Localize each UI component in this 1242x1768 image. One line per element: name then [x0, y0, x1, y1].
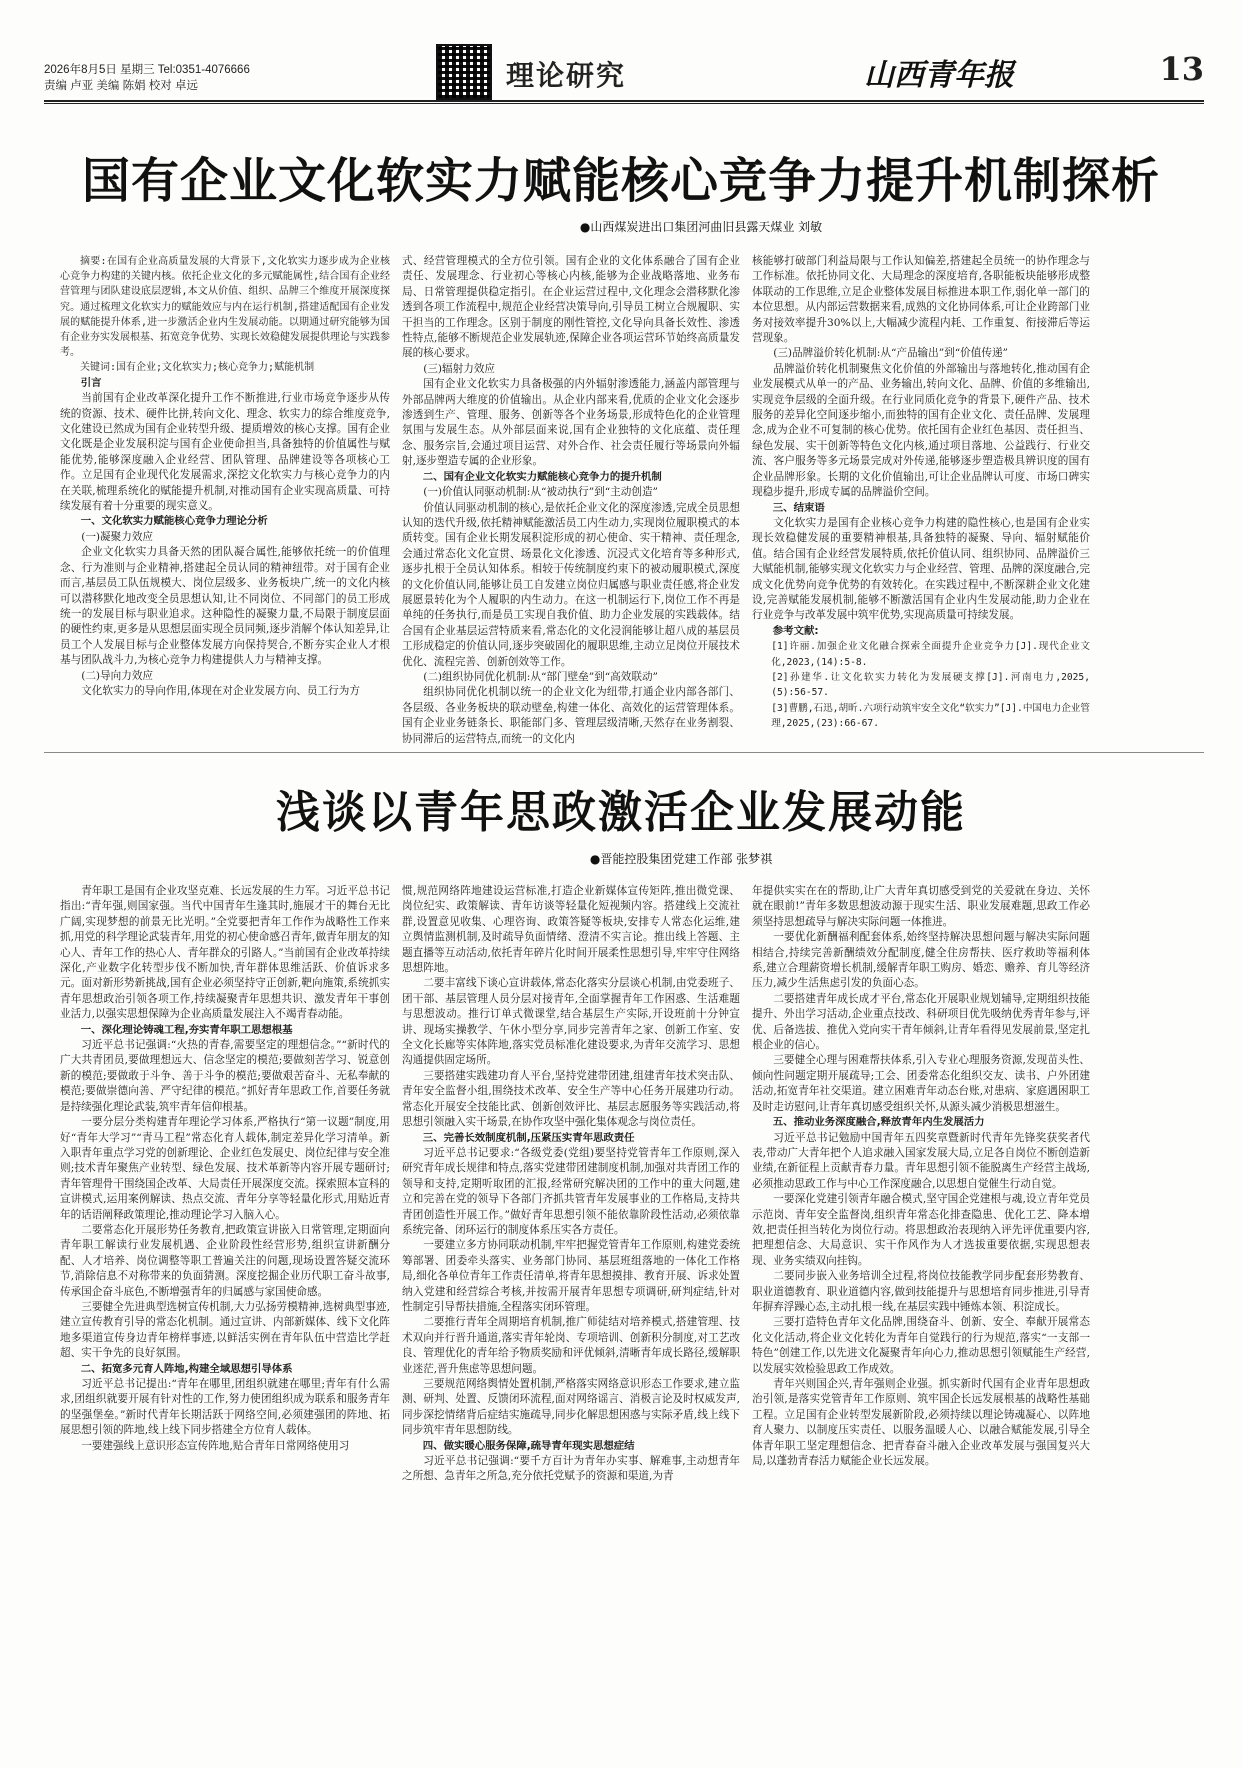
article2-col3-paragraph: 二要同步嵌入业务培训全过程,将岗位技能教学同步配套形势教育、职业道德教育、职业道德内容,做到技能提升与思想培育同步推进,引导青年摒弃浮躁心态,主动扎根一线,在基层实践中锤炼本领、积淀成长。 — [752, 1270, 1090, 1313]
article1-col3-reference: [3]曹鹏,石迅,胡昕.六项行动筑牢安全文化“软实力”[J].中国电力企业管理,2025,(23):66-67. — [771, 702, 1090, 730]
article1-column-3 — [752, 254, 1090, 748]
article2-column-3 — [752, 884, 1090, 1750]
article1-byline: ●山西煤炭进出口集团河曲旧县露天煤业 刘敏 — [579, 220, 823, 234]
article2-col2-paragraph: 习近平总书记要求:“各级党委(党组)要坚持党管青年工作原则,深入研究青年成长规律和特点,落实党建带团建制度机制,加强对共青团工作的领导和支持,定期听取团的汇报,经常研究解决团的工作中的重大问题,建立和完善在党的领导下各部门齐抓共管青年发展事业的工作格局,支持共青团创造性开展工作。”做好青年思想引领不能依靠阶段性活动,必须依靠系统完备、闭环运行的制度体系压实各方责任。 — [402, 1146, 740, 1236]
article1-col2-subheading: (一)价值认同驱动机制:从“被动执行”到“主动创造” — [423, 486, 658, 499]
article1-column-2 — [402, 254, 740, 748]
article2-col3-paragraph: 三要打造特色青年文化品牌,围绕奋斗、创新、安全、奉献开展常态化文化活动,将企业文化转化为青年自觉践行的行为规范,落实“一支部一特色”创建工作,以先进文化凝聚青年向心力,推动思想引领赋能生产经营,以发展实效检验思政工作成效。 — [752, 1316, 1090, 1375]
qr-code-icon — [436, 44, 492, 100]
article2-col1-paragraph: 青年职工是国有企业攻坚克难、长远发展的生力军。习近平总书记指出:“青年强,则国家强。当代中国青年生逢其时,施展才干的舞台无比广阔,实现梦想的前景无比光明。”全党要把青年工作作为战略性工作来抓,用党的科学理论武装青年,用党的初心使命感召青年,做青年朋友的知心人、青年工作的热心人、青年群众的引路人。”当前国有企业改革持续深化,产业数字化转型步伐不断加快,青年群体思维活跃、价值诉求多元。面对新形势新挑战,国有企业必须坚持守正创新,靶向施策,系统抓实青年思想政治引领各项工作,持续凝聚青年思想共识、激发青年干事创业活力,以强实思想保障为企业高质量发展注入不竭青春动能。 — [60, 885, 390, 1021]
article1-col2-paragraph: 组织协同优化机制以统一的企业文化为纽带,打通企业内部各部门、各层级、各业务板块的联动壁垒,构建一体化、高效化的运营管理体系。国有企业业务链条长、职能部门多、管理层级清晰,天然存在业务割裂、协同滞后的运营特点,而统一的文化内 — [402, 686, 740, 745]
article2-col1-paragraph: 一要分层分类构建青年理论学习体系,严格执行“第一议题”制度,用好“青年大学习”“青马工程”常态化育人载体,制定差异化学习清单。新入职青年重点学习党的创新理论、企业红色发展史、岗位纪律与安全准则;技术青年聚焦产业转型、绿色发展、技术革新等内容开展专题研讨;青年管理骨干围绕国企改革、大局责任开展深度交流。探索照本宣科的宣讲模式,运用案例解读、热点交流、青年分享等轻量化形式,用贴近青年的话语阐释政策理论,推动理论学习入脑入心。 — [60, 1116, 390, 1221]
article1-col2-paragraph-continued: 式、经营管理模式的全方位引领。国有企业的文化体系融合了国有企业责任、发展理念、行业初心等核心内核,能够为企业战略落地、业务布局、日常管理提供稳定指引。在企业运营过程中,文化理念会潜移默化渗透到各项工作流程中,规范企业经营决策导向,引导员工树立合规履职、实干担当的工作理念。区别于制度的刚性管控,文化导向具备长效性、渗透性特点,能够不断规范企业发展轨迹,保障企业各项运营环节始终高质量发展的核心要求。 — [402, 255, 740, 360]
article2-col2-section-heading: 三、完善长效制度机制,压紧压实青年思政责任 — [422, 1131, 635, 1144]
article2-col2-paragraph-continued: 惯,规范网络阵地建设运营标准,打造企业新媒体宣传矩阵,推出微党课、岗位纪实、政策解读、青年访谈等轻量化短视频内容。搭建线上交流社群,设置意见收集、心理咨询、政策答疑等板块,安排专人常态化运维,建立舆情监测机制,及时疏导负面情绪、澄清不实言论。推出线上答题、主题直播等互动活动,依托青年碎片化时间开展柔性思想引导,牢牢守住网络思想阵地。 — [402, 885, 740, 975]
article2-col1-paragraph: 三要健全先进典型选树宣传机制,大力弘扬劳模精神,选树典型事迹,建立宣传教育引导的常态化机制。通过宣讲、内部新媒体、线下文化阵地多渠道宣传身边青年榜样事迹,以鲜活实例在青年队伍中营造比学赶超、实干争先的良好氛围。 — [60, 1300, 390, 1360]
article1-col1-keywords: 关键词:国有企业;文化软实力;核心竞争力;赋能机制 — [80, 362, 315, 374]
article2-col3-paragraph: 习近平总书记勉励中国青年五四奖章暨新时代青年先锋奖获奖者代表,带动广大青年把个人追求融入国家发展大局,立足各自岗位不断创造新业绩,在新征程上贡献青春力量。青年思想引领不能脱离生产经营主战场,必须推动思政工作与中心工作深度融合,以思想自觉催生行动自觉。 — [752, 1131, 1090, 1190]
article2-col1-paragraph: 习近平总书记强调:“火热的青春,需要坚定的理想信念。”“新时代的广大共青团员,要做理想远大、信念坚定的模范;要做刻苦学习、锐意创新的模范;要做敢于斗争、善于斗争的模范;要做艰苦奋斗、无私奉献的模范;要做崇德向善、严守纪律的模范。”抓好青年思政工作,首要任务就是持续强化理论武装,筑牢青年信仰根基。 — [60, 1039, 390, 1113]
article2-col1-section-heading: 一、深化理论铸魂工程,夯实青年职工思想根基 — [80, 1023, 293, 1036]
article2-col1-paragraph: 二要常态化开展形势任务教育,把政策宣讲嵌入日常管理,定期面向青年职工解读行业发展机遇、企业阶段性经营形势,组织宣讲新酬分配、人才培养、岗位调整等职工普遍关注的问题,现场设置答疑交流环节,消除信息不对称带来的负面猜测。深度挖掘企业历代职工奋斗故事,传承国企奋斗底色,不断增强青年的归属感与家国使命感。 — [60, 1223, 390, 1298]
article2-col2-paragraph: 习近平总书记强调:“要千方百计为青年办实事、解难事,主动想青年之所想、急青年之所急,充分依托党赋予的资源和渠道,为青 — [402, 1455, 740, 1483]
masthead — [44, 0, 1204, 112]
article2-col1-paragraph: 一要建强线上意识形态宣传阵地,贴合青年日常网络使用习 — [81, 1439, 350, 1452]
article2-col3-paragraph: 一要优化新酬福利配套体系,始终坚持解决思想问题与解决实际问题相结合,持续完善新酬绩效分配制度,健全住房帮扶、医疗救助等福利体系,建立合理薪资增长机制,缓解青年职工购房、婚恋、赡养、育儿等经济压力,减少生活焦虑引发的负面心态。 — [752, 931, 1090, 990]
article1-col1-subheading: (一)凝聚力效应 — [81, 530, 154, 543]
article1-col3-section-heading: 参考文献: — [772, 624, 819, 637]
staff-line: 责编 卢亚 美编 陈娟 校对 卓远 — [44, 80, 198, 92]
article1-col1-section-heading: 一、文化软实力赋能核心竞争力理论分析 — [80, 515, 268, 528]
article2-column-1 — [60, 884, 390, 1750]
article1-title: 国有企业文化软实力赋能核心竞争力提升机制探析 — [81, 153, 1160, 209]
article2-col2-paragraph: 二要丰富线下谈心宣讲载体,常态化落实分层谈心机制,由党委班子、团干部、基层管理人员分层对接青年,全面掌握青年工作困惑、生活难题与思想波动。推行订单式微课堂,结合基层生产实际,开设班前十分钟宣讲、现场实操教学、午休小型分享,同步完善青年之家、创新工作室、安全文化长廊等实体阵地,落实党员标准化建设要求,为青年交流学习、思想沟通提供固定场所。 — [402, 977, 740, 1067]
article1-col1-section-heading: 引言 — [80, 376, 102, 389]
article1-col3-subheading: (三)品牌溢价转化机制:从“产品输出”到“价值传递” — [773, 347, 1008, 360]
article1-col3-reference: [1]许丽.加强企业文化融合探索全面提升企业竞争力[J].现代企业文化,2023,(14):5-8. — [771, 641, 1090, 668]
article2-col3-paragraph: 二要搭建青年成长成才平台,常态化开展职业规划辅导,定期组织技能提升、外出学习活动,企业重点技改、科研项目优先吸纳优秀青年参与,评优、后备选拔、推优入党向实干青年倾斜,让青年看得见发展前景,坚定扎根企业的信心。 — [752, 992, 1090, 1052]
article1-column-1 — [60, 254, 390, 748]
article2-title: 浅谈以青年思政激活企业发展动能 — [276, 787, 966, 838]
article2-column-2 — [402, 884, 740, 1750]
article2-col2-paragraph: 一要建立多方协同联动机制,牢牢把握党管青年工作原则,构建党委统筹部署、团委牵头落实、业务部门协同、基层班组落地的一体化工作格局,细化各单位青年工作责任清单,将青年思想摸排、教育开展、诉求处置纳入党建和经营综合考核,并按需开展青年思想专项调研,研判症结,针对性制定引导帮扶措施,全程落实闭环管理。 — [402, 1239, 740, 1313]
article2-col2-section-heading: 四、做实暖心服务保障,疏导青年现实思想症结 — [422, 1439, 635, 1452]
article1-col1-subheading: (二)导向力效应 — [81, 669, 154, 682]
article2-col2-paragraph: 二要推行青年全周期培育机制,推广师徒结对培养模式,搭建管理、技术双向并行晋升通道,落实青年轮岗、专项培训、创新积分制度,对工艺改良、管理优化的青年给予物质奖励和评优倾斜,清晰青年成长路径,缓解职业迷茫,晋升焦虑等思想问题。 — [402, 1316, 740, 1375]
article1-col3-paragraph: 品牌溢价转化机制聚焦文化价值的外部输出与落地转化,推动国有企业发展模式从单一的产品、业务输出,转向文化、品牌、价值的多维输出,实现竞争层级的全面升级。在行业同质化竞争的背景下,硬件产品、技术服务的差异化空间逐步缩小,而独特的国有企业文化、责任品牌、发展理念,成为企业不可复制的核心优势。依托国有企业红色基因、责任担当、绿色发展、实干创新等特色文化内核,通过项目落地、公益践行、行业交流、客户服务等多元场景完成对外传递,能够逐步塑造极具辨识度的国有企业品牌形象。长期的文化价值输出,可让企业品牌认可度、市场口碑实现稳步提升,形成专属的品牌溢价空间。 — [752, 362, 1090, 499]
article2-col3-paragraph: 一要深化党建引领青年融合模式,坚守国企党建根与魂,设立青年党员示范岗、青年安全监督岗,组织青年常态化排查隐患、优化工艺、降本增效,把责任担当转化为岗位行动。将思想政治表现纳入评先评优重要内容,把理想信念、大局意识、实干作风作为人才选拔重要依据,实现思想表现、业务实绩双向挂钩。 — [752, 1193, 1090, 1267]
article1-col3-section-heading: 三、结束语 — [772, 501, 825, 514]
article2-col2-paragraph: 三要规范网络舆情处置机制,严格落实网络意识形态工作要求,建立监测、研判、处置、反馈闭环流程,面对网络谣言、消极言论及时权威发声,同步深挖情绪背后症结实施疏导,同步化解思想困惑与实际矛盾,线上线下同步筑牢青年思想防线。 — [402, 1378, 740, 1437]
article2-byline: ●晋能控股集团党建工作部 张梦祺 — [589, 852, 773, 866]
article1-col1-abstract: 摘要:在国有企业高质量发展的大背景下,文化软实力逐步成为企业核心竞争力构建的关键内核。依托企业文化的多元赋能属性,结合国有企业经营管理与团队建设底层逻辑,本文从价值、组织、品牌三个维度开展深度探究。通过梳理文化软实力的赋能效应与内在运行机制,搭建适配国有企业发展的赋能提升体系,进一步激活企业内生发展动能。以期通过研究能够为国有企业夯实发展根基、拓宽竞争优势、实现长效稳健发展提供理论与实践参考。 — [60, 256, 390, 359]
date-line: 2026年8月5日 星期三 Tel:0351-4076666 — [44, 64, 250, 76]
article1-col2-paragraph: 国有企业文化软实力具备极强的内外辐射渗透能力,涵盖内部管理与外部品牌两大维度的价值输出。从企业内部来看,优质的企业文化会逐步渗透到生产、管理、服务、创新等各个业务场景,形成特色化的企业管理氛围与发展生态。从外部层面来说,国有企业独特的文化底蕴、责任理念、服务宗旨,会通过项目运营、对外合作、社会责任履行等场景向外辐射,逐步塑造专属的企业形象。 — [402, 378, 740, 468]
article1-col2-subheading: (三)辐射力效应 — [423, 362, 496, 375]
masthead-rule — [44, 100, 1204, 102]
article1-col3-paragraph: 文化软实力是国有企业核心竞争力构建的隐性核心,也是国有企业实现长效稳健发展的重要精神根基,具备独特的凝聚、导向、辐射赋能价值。结合国有企业经营发展特质,依托价值认同、组织协同、品牌溢价三大赋能机制,能够实现文化软实力与企业经营、管理、品牌的深度融合,完成文化优势向竞争优势的有效转化。在实践过程中,不断深耕企业文化建设,完善赋能发展机制,能够不断激活国有企业内生发展动能,助力企业在行业竞争与改革发展中筑牢优势,实现高质量可持续发展。 — [752, 516, 1090, 622]
article1-col2-section-heading: 二、国有企业文化软实力赋能核心竞争力的提升机制 — [422, 470, 662, 483]
paper-logo: 山西青年报 — [864, 58, 1014, 93]
article2-col1-paragraph: 习近平总书记提出:“青年在哪里,团组织就建在哪里;青年有什么需求,团组织就要开展有针对性的工作,努力使团组织成为联系和服务青年的坚强堡垒。”新时代青年长期活跃于网络空间,必须建强团的阵地、拓展思想引领的阵地,线上线下同步搭建全方位育人载体。 — [60, 1378, 390, 1437]
article1-col3-paragraph-continued: 核能够打破部门利益局限与工作认知偏差,搭建起全员统一的协作理念与工作标准。依托协同文化、大局理念的深度培育,各职能板块能够形成整体联动的工作思维,立足企业整体发展目标推进本职工作,弱化单一部门的本位思想。从内部运营数据来看,成熟的文化协同体系,可让企业跨部门业务对接效率提升30%以上,大幅减少流程内耗、工作重复、衔接滞后等运营现象。 — [752, 255, 1090, 345]
page-number: 13 — [1159, 50, 1204, 88]
masthead-rule-thin — [44, 103, 1204, 104]
article2-col3-paragraph-continued: 年提供实实在在的帮助,让广大青年真切感受到党的关爱就在身边、关怀就在眼前!”青年多数思想波动源于现实生活、职业发展难题,思政工作必须坚持思想疏导与解决实际问题一体推进。 — [752, 885, 1090, 928]
article1-col2-subheading: (二)组织协同优化机制:从“部门壁垒”到“高效联动” — [423, 670, 658, 683]
article2-col3-section-heading: 五、推动业务深度融合,释放青年内生发展活力 — [772, 1116, 985, 1129]
article-divider — [44, 752, 1204, 753]
article2-col3-paragraph: 青年兴则国企兴,青年强则企业强。抓实新时代国有企业青年思想政治引领,是落实党管青年工作原则、筑牢国企长远发展根基的战略性基础工程。立足国有企业转型发展新阶段,必须持续以理论铸魂凝心、以阵地育人聚力、以制度压实责任、以服务温暖人心、以融合赋能发展,引导全体青年职工坚定理想信念、把青春奋斗融入企业改革发展与强国复兴大局,以蓬勃青春活力赋能企业长远发展。 — [752, 1378, 1090, 1468]
article2-col2-paragraph: 三要搭建实践建功育人平台,坚持党建带团建,组建青年技术突击队、青年安全监督小组,围绕技术改革、安全生产等中心任务开展建功行动。常态化开展安全技能比武、创新创效评比、基层志愿服务等实践活动,将思想引领融入实干场景,在协作攻坚中强化集体观念与岗位责任。 — [402, 1069, 740, 1129]
masthead-meta — [44, 62, 250, 94]
section-title: 理论研究 — [506, 59, 627, 92]
article1-col2-paragraph: 价值认同驱动机制的核心,是依托企业文化的深度渗透,完成全员思想认知的迭代升级,依托精神赋能激活员工内生动力,实现岗位履职模式的本质转变。国有企业长期发展积淀形成的初心使命、实干精神、责任理念,会通过常态化文化宣贯、场景化文化渗透、沉浸式文化培育等多种形式,逐步扎根于全员认知体系。相较于传统制度约束下的被动履职模式,深度的文化价值认同,能够让员工自发建立岗位归属感与职业责任感,将企业发展愿景转化为个人履职的内生动力。在这一机制运行下,岗位工作不再是单纯的任务执行,而是员工实现自我价值、助力企业发展的实践载体。结合国有企业基层运营特质来看,常态化的文化浸润能够让超八成的基层员工形成稳定的价值认同,逐步突破固化的履职思维,主动立足岗位开展技术优化、流程完善、创新创效等工作。 — [402, 501, 740, 668]
article1-col1-paragraph: 当前国有企业改革深化提升工作不断推进,行业市场竞争逐步从传统的资源、技术、硬件比拼,转向文化、理念、软实力的综合维度竞争,文化建设已然成为国有企业转型升级、提质增效的核心支撑。国有企业文化既是企业发展积淀与国有企业使命担当,具备独特的价值属性与赋能优势,能够深度融入企业经营、团队管理、品牌建设等各项核心工作。立足国有企业现代化发展需求,深挖文化软实力与核心竞争力的内在关联,梳理系统化的赋能提升机制,对推动国有企业实现高质量、可持续发展有着十分重要的现实意义。 — [60, 392, 390, 513]
article1-col3-reference: [2]孙建华.让文化软实力转化为发展硬支撑[J].河南电力,2025,(5):56-57. — [771, 671, 1090, 699]
article1-col1-paragraph: 企业文化软实力具备天然的团队凝合属性,能够依托统一的价值理念、行为准则与企业精神,搭建起全员认同的精神纽带。对于国有企业而言,基层员工队伍规模大、岗位层级多、业务板块广,统一的文化内核可以潜移默化地改变全员思想认知,让不同岗位、不同部门的员工形成统一的发展目标与职业追求。这种隐性的凝聚力量,不局限于制度层面的硬性约束,更多是从思想层面实现全员同频,逐步消解个体认知差异,让员工个人发展目标与企业整体发展方向保持契合,不断夯实企业人才根基与团队战斗力,为核心竞争力构建提供人力与精神支撑。 — [60, 546, 390, 667]
article2-col1-section-heading: 二、拓宽多元育人阵地,构建全域思想引导体系 — [80, 1362, 293, 1375]
article1-col1-paragraph: 文化软实力的导向作用,体现在对企业发展方向、员工行为方 — [81, 684, 360, 697]
article2-col3-paragraph: 三要健全心理与困难帮扶体系,引入专业心理服务资源,发现苗头性、倾向性问题定期开展疏导;工会、团委常态化组织交友、读书、户外团建活动,拓宽青年社交渠道。建立困难青年动态台账,对患病、家庭遇困职工及时走访慰问,让青年真切感受组织关怀,从源头减少消极思想滋生。 — [752, 1054, 1090, 1113]
